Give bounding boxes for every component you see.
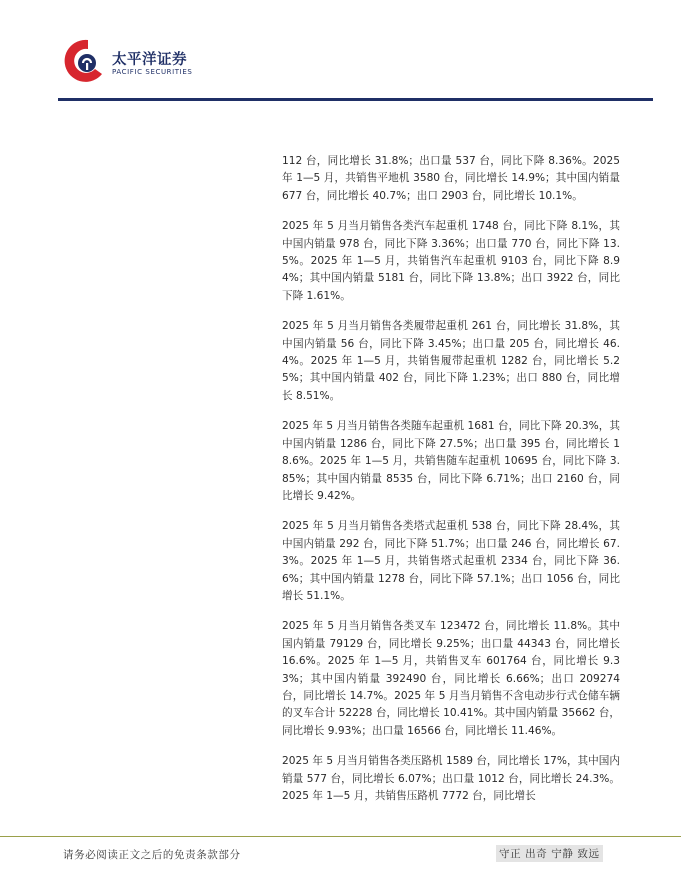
brand-name-en: PACIFIC SECURITIES bbox=[112, 68, 193, 76]
pacific-securities-logo-icon bbox=[62, 36, 108, 86]
company-motto: 守正 出奇 宁静 致远 bbox=[496, 845, 603, 862]
footer-divider bbox=[0, 836, 681, 837]
paragraph-truck-crane-sales: 2025 年 5 月当月销售各类汽车起重机 1748 台，同比下降 8.1%，其中国内销量 978 台，同比下降 3.36%；出口量 770 台，同比下降 13.5%。2025 年 1—5 月，共销售汽车起重机 9103 台，同比下降 8.94%；其中国内销量 5181 台，同比下降 13.8%；出口 3922 台，同比下降 1.61%。 bbox=[282, 220, 620, 302]
brand-name-cn: 太平洋证券 bbox=[112, 52, 187, 68]
report-body bbox=[282, 153, 620, 818]
paragraph-forklift-sales: 2025 年 5 月当月销售各类叉车 123472 台，同比增长 11.8%。其中国内销量 79129 台，同比增长 9.25%；出口量 44343 台，同比增长 16.6%。2025 年 1—5 月，共销售叉车 601764 台，同比增长 9.33%；其中国内销量 392490 台，同比增长 6.66%；出口 209274 台，同比增长 14.7%。2025 年 5 月当月销售不含电动步行式仓储车辆的叉车合计 52228 台，同比增长 10.41%。其中国内销量 35662 台，同比增长 9.93%；出口量 16566 台，同比增长 11.46%。 bbox=[282, 620, 620, 737]
paragraph-road-roller-sales: 2025 年 5 月当月销售各类压路机 1589 台，同比增长 17%，其中国内销量 577 台，同比增长 6.07%；出口量 1012 台，同比增长 24.3%。2025 年 1—5 月，共销售压路机 7772 台，同比增长 bbox=[282, 755, 620, 802]
paragraph-tower-crane-sales: 2025 年 5 月当月销售各类塔式起重机 538 台，同比下降 28.4%，其中国内销量 292 台，同比下降 51.7%；出口量 246 台，同比增长 67.3%。2025 年 1—5 月，共销售塔式起重机 2334 台，同比下降 36.6%；其中国内销量 1278 台，同比下降 57.1%；出口 1056 台，同比增长 51.1%。 bbox=[282, 520, 620, 602]
disclaimer-note: 请务必阅读正文之后的免责条款部分 bbox=[63, 849, 241, 861]
paragraph-crawler-crane-sales: 2025 年 5 月当月销售各类履带起重机 261 台，同比增长 31.8%，其中国内销量 56 台，同比下降 3.45%；出口量 205 台，同比增长 46.4%。2025 年 1—5 月，共销售履带起重机 1282 台，同比增长 5.25%；其中国内销量 402 台，同比下降 1.23%；出口 880 台，同比增长 8.51%。 bbox=[282, 320, 620, 402]
page-header bbox=[0, 0, 681, 110]
paragraph-grader-sales: 112 台，同比增长 31.8%；出口量 537 台，同比下降 8.36%。2025 年 1—5 月，共销售平地机 3580 台，同比增长 14.9%；其中国内销量 677 台，同比增长 40.7%；出口 2903 台，同比增长 10.1%。 bbox=[282, 155, 620, 202]
paragraph-truck-mounted-crane-sales: 2025 年 5 月当月销售各类随车起重机 1681 台，同比下降 20.3%，其中国内销量 1286 台，同比下降 27.5%；出口量 395 台，同比增长 18.6%。2025 年 1—5 月，共销售随车起重机 10695 台，同比下降 3.85%；其中国内销量 8535 台，同比下降 6.71%；出口 2160 台，同比增长 9.42%。 bbox=[282, 420, 620, 502]
header-divider bbox=[58, 98, 653, 101]
